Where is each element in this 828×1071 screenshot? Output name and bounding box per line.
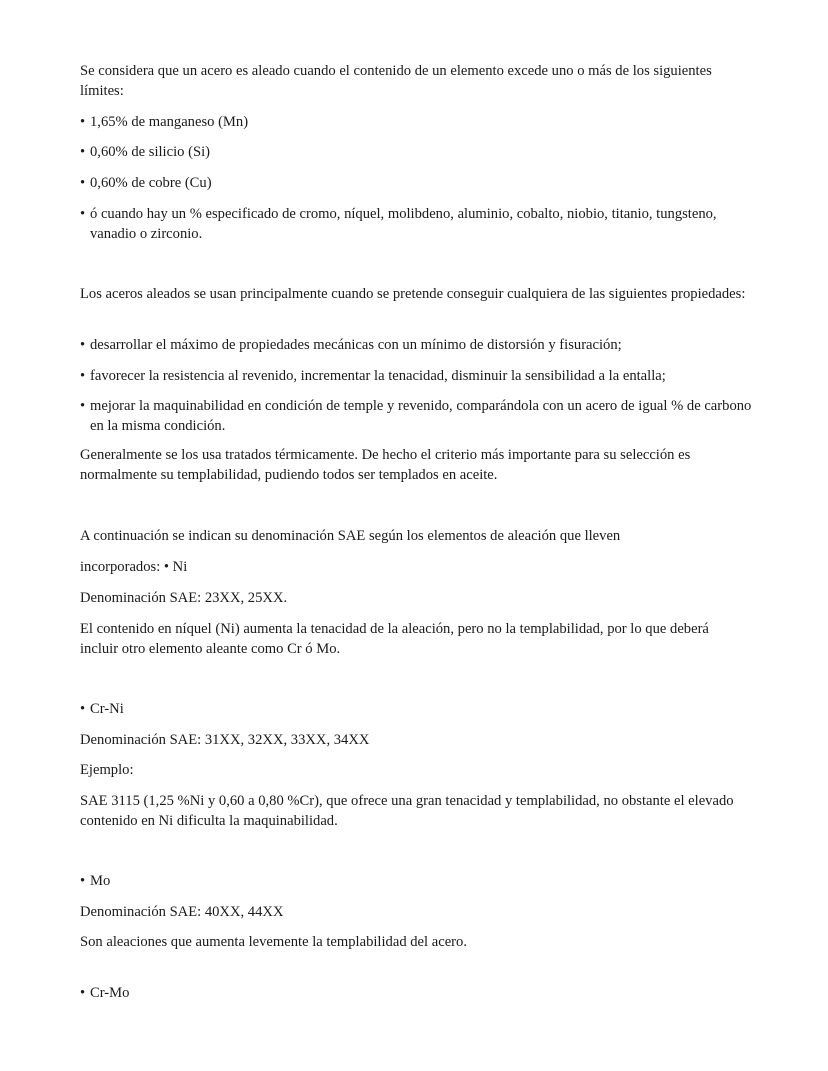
limit-item-label: ó cuando hay un % especificado de cromo, níquel, molibdeno, aluminio, cobalto, niobio, titanio, tungsteno, vanadio o zirconio. (90, 206, 717, 242)
bullet-marker: • (80, 368, 86, 384)
property-item-mechanical (80, 335, 758, 355)
mo-description: Son aleaciones que aumenta levemente la templabilidad del acero. (80, 934, 467, 950)
bullet-marker: • (80, 206, 86, 222)
section-heading-label: Mo (90, 873, 111, 889)
ni-sae-denomination: Denominación SAE: 23XX, 25XX. (80, 590, 288, 606)
bullet-marker: • (80, 873, 86, 889)
bullet-marker: • (80, 144, 86, 160)
bullet-marker: • (80, 337, 86, 353)
mo-sae-denomination: Denominación SAE: 40XX, 44XX (80, 904, 284, 920)
property-item-machinability (80, 396, 758, 436)
mo-heading (80, 871, 758, 891)
limit-item-label: 1,65% de manganeso (Mn) (90, 114, 249, 130)
intro-paragraph: Se considera que un acero es aleado cuando el contenido de un elemento excede uno o más de los siguientes límites: (80, 63, 712, 99)
limit-item-label: 0,60% de cobre (Cu) (90, 175, 212, 191)
property-item-label: desarrollar el máximo de propiedades mecánicas con un mínimo de distorsión y fisuración; (90, 337, 622, 353)
bullet-marker: • (80, 701, 86, 717)
cr-ni-sae-denomination: Denominación SAE: 31XX, 32XX, 33XX, 34XX (80, 732, 370, 748)
section-heading-label: Cr-Mo (90, 985, 130, 1001)
ni-description: El contenido en níquel (Ni) aumenta la tenacidad de la aleación, pero no la templabilidad, por lo que deberá incluir otro elemento aleante como Cr ó Mo. (80, 621, 709, 657)
cr-ni-example: SAE 3115 (1,25 %Ni y 0,60 a 0,80 %Cr), que ofrece una gran tenacidad y templabilidad, no obstante el elevado contenido en Ni dificulta la maquinabilidad. (80, 793, 734, 829)
denomination-intro-line1: A continuación se indican su denominación SAE según los elementos de aleación que lleven (80, 528, 621, 544)
bullet-marker: • (80, 114, 86, 130)
heat-treatment-paragraph: Generalmente se los usa tratados térmicamente. De hecho el criterio más importante para su selección es normalmente su templabilidad, pudiendo todos ser templados en aceite. (80, 447, 691, 483)
limit-item-silicon (80, 142, 758, 162)
denomination-intro-line2: incorporados: • Ni (80, 559, 188, 575)
cr-ni-heading (80, 699, 758, 719)
bullet-marker: • (80, 985, 86, 1001)
cr-mo-heading (80, 983, 758, 1003)
cr-ni-example-label: Ejemplo: (80, 762, 134, 778)
section-heading-label: Cr-Ni (90, 701, 124, 717)
property-item-label: mejorar la maquinabilidad en condición de temple y revenido, comparándola con un acero de igual % de carbono en la misma condición. (90, 398, 752, 434)
property-item-tempering (80, 366, 758, 386)
limit-item-other-elements (80, 204, 758, 244)
limit-item-manganese (80, 112, 758, 132)
bullet-marker: • (80, 175, 86, 191)
uses-paragraph: Los aceros aleados se usan principalmente cuando se pretende conseguir cualquiera de las siguientes propiedades: (80, 286, 746, 302)
bullet-marker: • (80, 398, 86, 414)
property-item-label: favorecer la resistencia al revenido, incrementar la tenacidad, disminuir la sensibilidad a la entalla; (90, 368, 666, 384)
limit-item-copper (80, 173, 758, 193)
limit-item-label: 0,60% de silicio (Si) (90, 144, 210, 160)
